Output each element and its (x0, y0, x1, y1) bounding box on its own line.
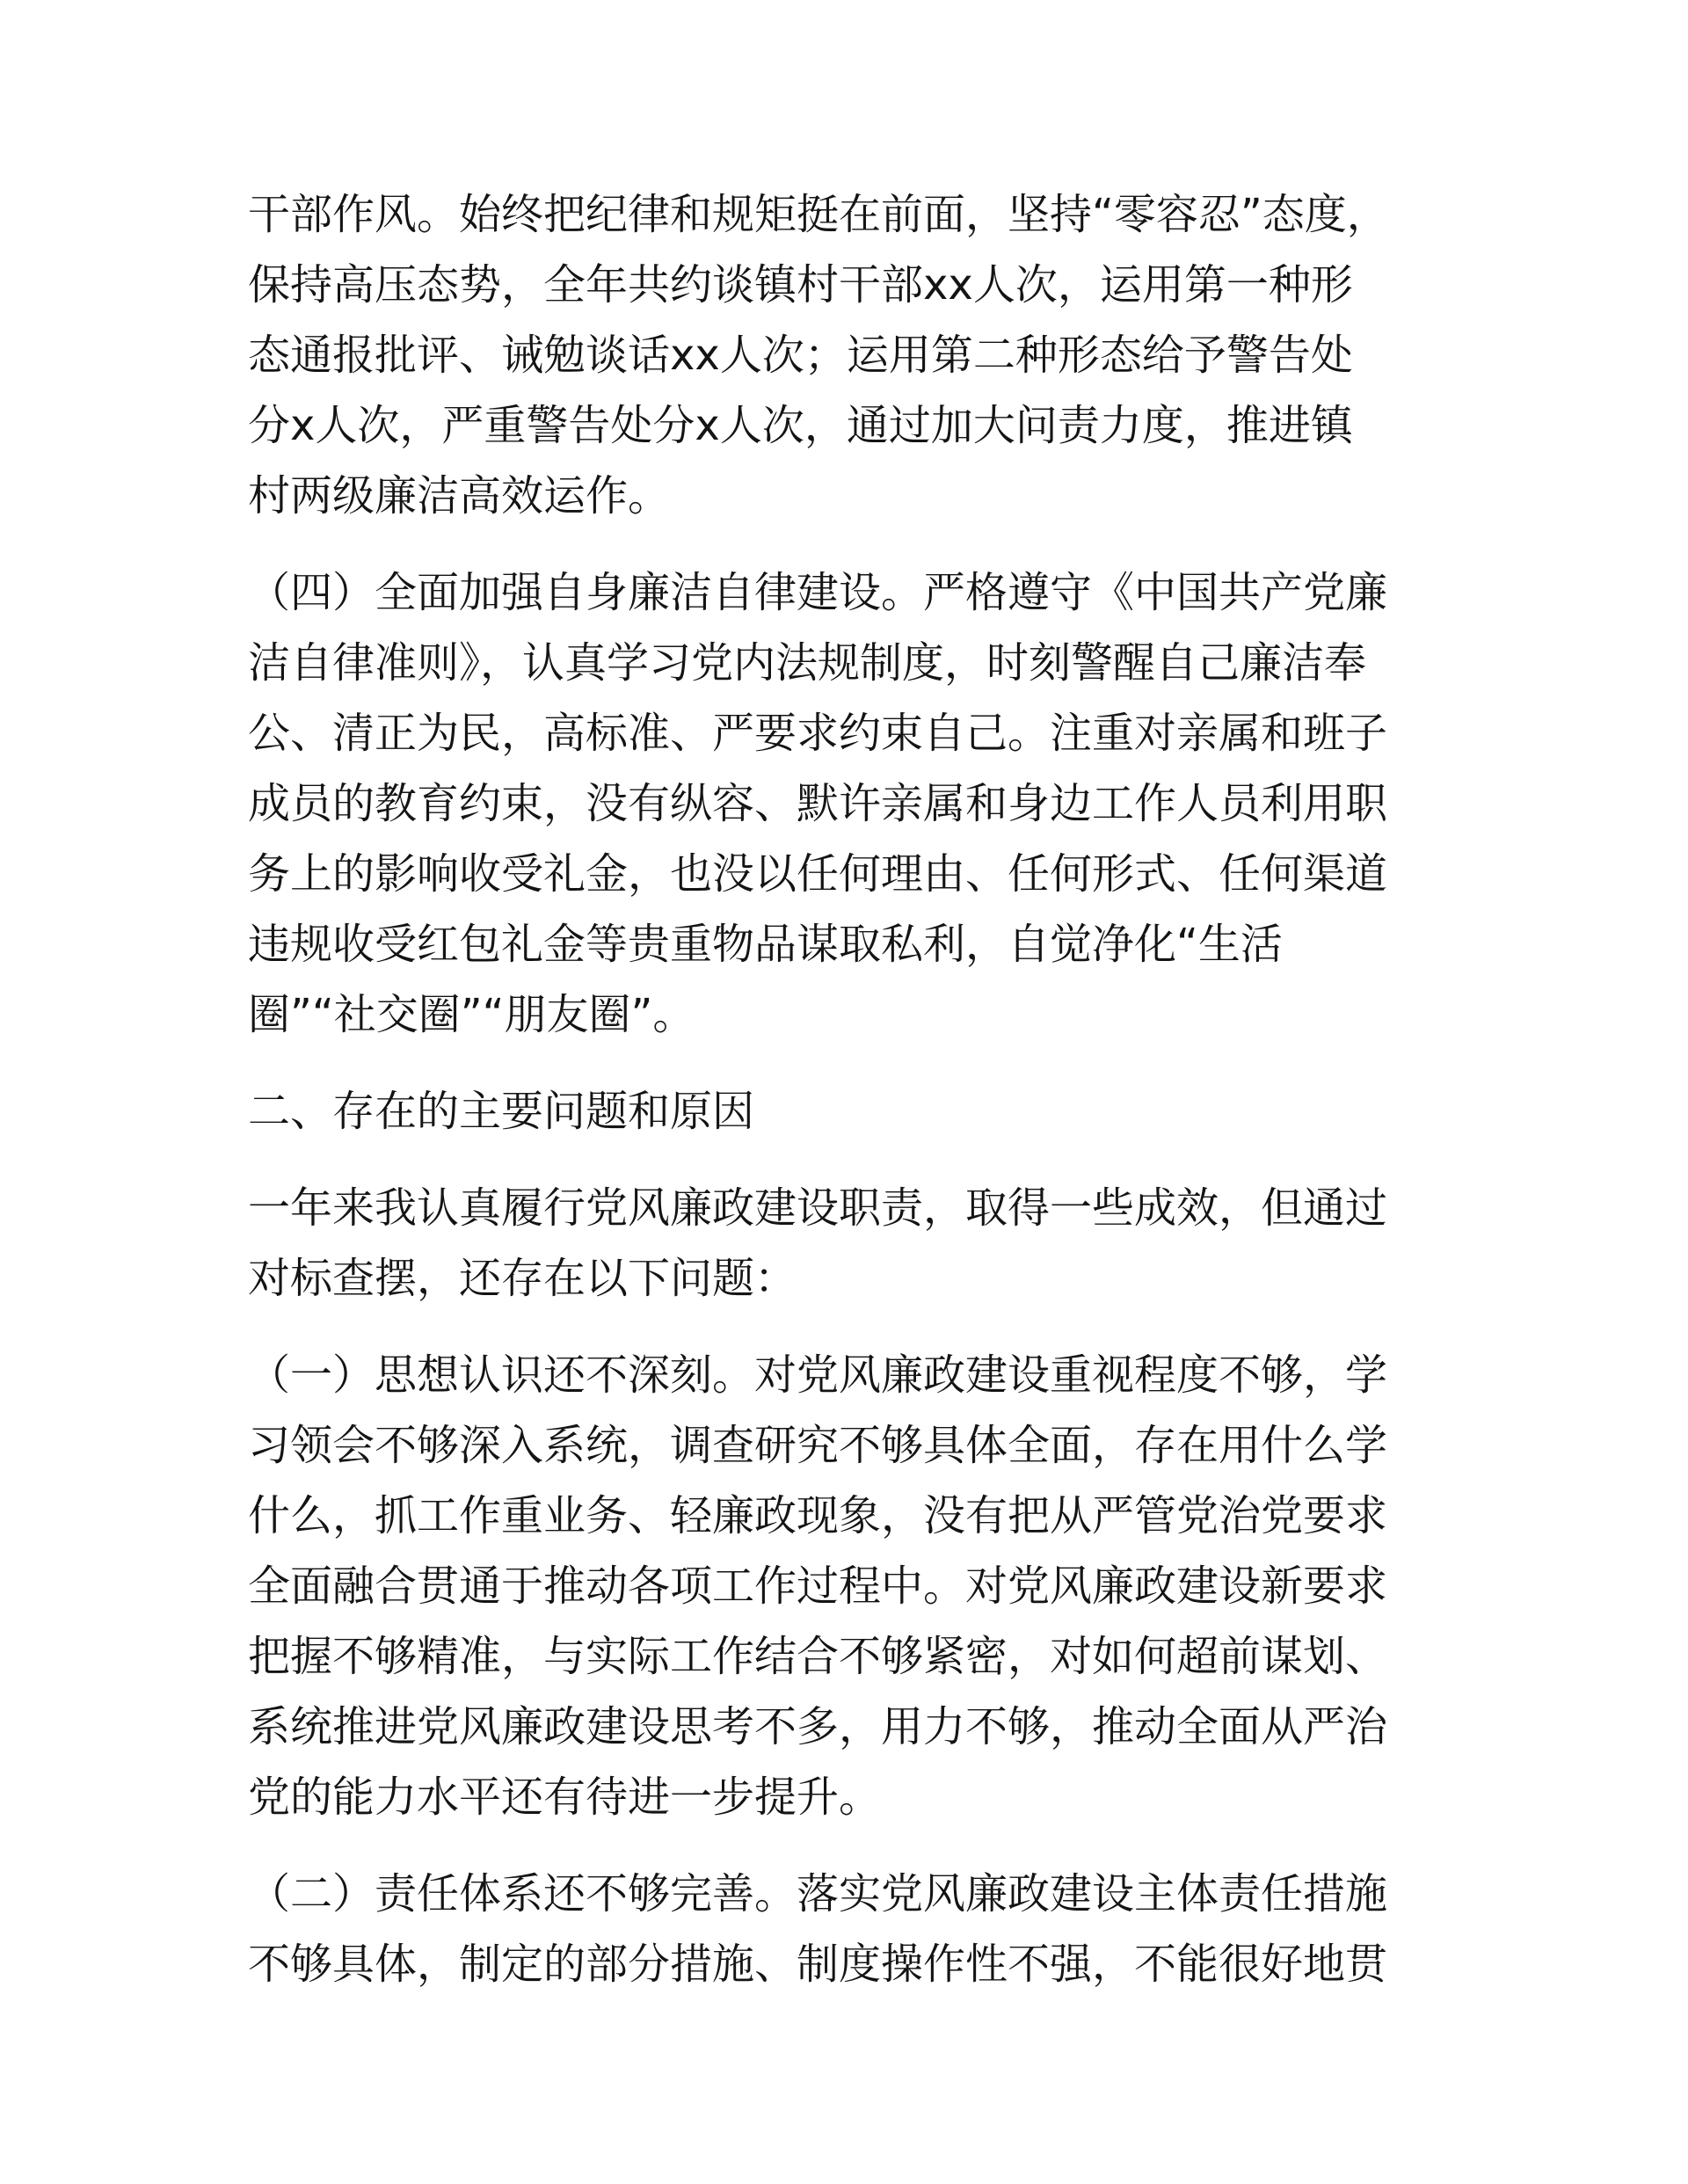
paragraph-self-discipline: （四）全面加强自身廉洁自律建设。严格遵守《中国共产党廉 洁自律准则》，认真学习党内法规制度，时刻警醒自己廉洁奉 公、清正为民，高标准、严要求约束自己。注重对亲属和班子 成员的教育约束，没有纵容、默许亲属和身边工作人员利用职 务上的影响收受礼金，也没以任何理由、任何形式、任何渠道 违规收受红包礼金等贵重物品谋取私利，自觉净化“生活 圈”“社交圈”“朋友圈”。 (248, 568, 1388, 1039)
paragraph-ideological-awareness: （一）思想认识还不深刻。对党风廉政建设重视程度不够，学 习领会不够深入系统，调查研究不够具体全面，存在用什么学 什么，抓工作重业务、轻廉政现象，没有把从严管党治党要求 全面融合贯通于推动各项工作过程中。对党风廉政建设新要求 把握不够精准，与实际工作结合不够紧密，对如何超前谋划、 系统推进党风廉政建设思考不多，用力不够，推动全面从严治 党的能力水平还有待进一步提升。 (248, 1350, 1388, 1822)
paragraph-responsibility-system: （二）责任体系还不够完善。落实党风廉政建设主体责任措施 不够具体，制定的部分措施、制度操作性不强，不能很好地贯 (248, 1869, 1388, 1989)
paragraph-problems-intro: 一年来我认真履行党风廉政建设职责，取得一些成效，但通过 对标查摆，还存在以下问题： (248, 1183, 1388, 1303)
document-page (248, 179, 1444, 1999)
section-heading-problems: 二、存在的主要问题和原因 (248, 1087, 755, 1136)
paragraph-cadre-style: 干部作风。始终把纪律和规矩挺在前面，坚持“零容忍”态度， 保持高压态势，全年共约谈镇村干部xx人次，运用第一种形 态通报批评、诫勉谈话xx人次；运用第二种形态给予警告处 分x人次，严重警告处分x人次，通过加大问责力度，推进镇 村两级廉洁高效运作。 (248, 190, 1389, 521)
